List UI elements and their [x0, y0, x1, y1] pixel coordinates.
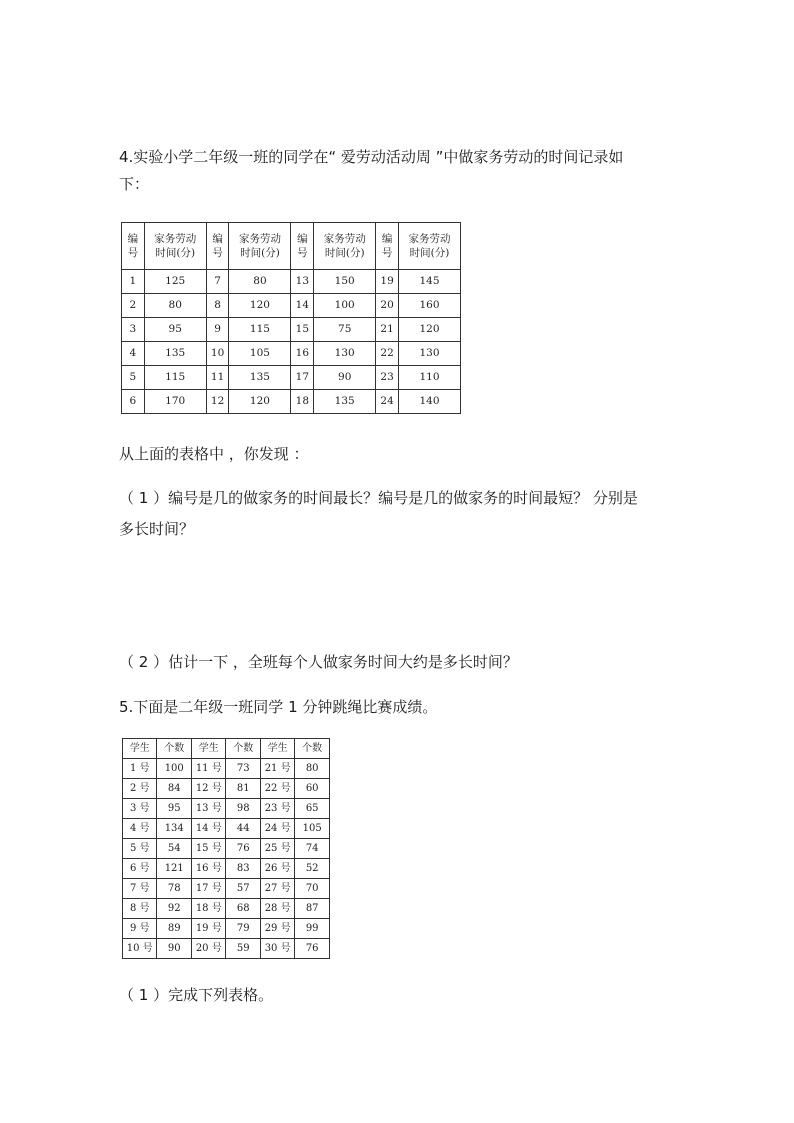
table-cell: 110 — [398, 366, 460, 390]
table-cell: 9 — [206, 318, 229, 342]
table-cell: 3 — [122, 318, 145, 342]
table-row — [123, 839, 330, 859]
table-cell: 80 — [144, 294, 206, 318]
table-cell: 12 号 — [192, 779, 226, 799]
q4-text-line1: 4.实验小学二年级一班的同学在“ 爱劳动活动周 ”中做家务劳动的时间记录如 — [119, 148, 624, 166]
q5-text-line1: 5.下面是二年级一班同学 1 分钟跳绳比赛成绩。 — [119, 698, 438, 716]
table-row — [123, 879, 330, 899]
header-cell: 个数 — [295, 739, 330, 759]
table-cell: 6 — [122, 390, 145, 414]
table-row — [122, 270, 461, 294]
header-cell: 家务劳动 时间(分) — [398, 223, 460, 270]
table-cell: 135 — [314, 390, 376, 414]
header-cell: 家务劳动 时间(分) — [229, 223, 291, 270]
table-cell: 87 — [295, 899, 330, 919]
table-cell: 105 — [229, 342, 291, 366]
header-cell: 个数 — [157, 739, 192, 759]
table-cell: 125 — [144, 270, 206, 294]
table-cell: 84 — [157, 779, 192, 799]
table-cell: 19 号 — [192, 919, 226, 939]
table-row — [123, 919, 330, 939]
table-cell: 75 — [314, 318, 376, 342]
table-cell: 134 — [157, 819, 192, 839]
table-cell: 70 — [295, 879, 330, 899]
table-cell: 14 — [291, 294, 314, 318]
table-cell: 16 号 — [192, 859, 226, 879]
jump-rope-table — [122, 738, 330, 959]
table-cell: 11 — [206, 366, 229, 390]
table-cell: 23 — [376, 366, 399, 390]
table-cell: 15 — [291, 318, 314, 342]
q5-sub1: （ 1 ）完成下列表格。 — [119, 986, 274, 1004]
table-cell: 10 号 — [123, 939, 157, 959]
table-row — [122, 390, 461, 414]
table-cell: 15 号 — [192, 839, 226, 859]
table-cell: 160 — [398, 294, 460, 318]
table-cell: 90 — [157, 939, 192, 959]
table-cell: 120 — [229, 390, 291, 414]
table-cell: 19 — [376, 270, 399, 294]
table-row — [122, 366, 461, 390]
q4-sub1-line1: （ 1 ）编号是几的做家务的时间最长？编号是几的做家务的时间最短？ 分别是 — [119, 489, 638, 507]
table-cell: 140 — [398, 390, 460, 414]
table-row — [123, 859, 330, 879]
table-cell: 90 — [314, 366, 376, 390]
table-cell: 89 — [157, 919, 192, 939]
header-cell: 个数 — [226, 739, 260, 759]
table-row — [123, 899, 330, 919]
table-cell: 120 — [398, 318, 460, 342]
q4-text-line2: 下： — [119, 175, 150, 193]
table-cell: 27 号 — [260, 879, 294, 899]
table-cell: 25 号 — [260, 839, 294, 859]
table-cell: 135 — [229, 366, 291, 390]
header-cell: 学生 — [260, 739, 294, 759]
table-cell: 2 号 — [123, 779, 157, 799]
table-cell: 145 — [398, 270, 460, 294]
table-cell: 24 号 — [260, 819, 294, 839]
header-cell: 编 号 — [291, 223, 314, 270]
table-cell: 80 — [295, 759, 330, 779]
table-cell: 20 — [376, 294, 399, 318]
header-cell: 编 号 — [206, 223, 229, 270]
table-cell: 57 — [226, 879, 260, 899]
table-cell: 99 — [295, 919, 330, 939]
table-cell: 121 — [157, 859, 192, 879]
header-cell: 编 号 — [376, 223, 399, 270]
header-cell: 学生 — [123, 739, 157, 759]
table-cell: 13 — [291, 270, 314, 294]
table-cell: 95 — [157, 799, 192, 819]
table-cell: 68 — [226, 899, 260, 919]
table-cell: 52 — [295, 859, 330, 879]
table-cell: 7 号 — [123, 879, 157, 899]
table-cell: 76 — [226, 839, 260, 859]
table-cell: 22 号 — [260, 779, 294, 799]
table-cell: 30 号 — [260, 939, 294, 959]
table-row — [122, 294, 461, 318]
table-cell: 135 — [144, 342, 206, 366]
table-cell: 14 号 — [192, 819, 226, 839]
q4-sub2: （ 2 ）估计一下 ，全班每个人做家务时间大约是多长时间？ — [119, 653, 518, 671]
table-cell: 80 — [229, 270, 291, 294]
table-cell: 150 — [314, 270, 376, 294]
table-cell: 44 — [226, 819, 260, 839]
header-cell: 家务劳动 时间(分) — [144, 223, 206, 270]
table-cell: 5 号 — [123, 839, 157, 859]
table-cell: 73 — [226, 759, 260, 779]
table-cell: 21 — [376, 318, 399, 342]
table-cell: 120 — [229, 294, 291, 318]
table-cell: 6 号 — [123, 859, 157, 879]
table-cell: 18 号 — [192, 899, 226, 919]
table-cell: 5 — [122, 366, 145, 390]
table-cell: 3 号 — [123, 799, 157, 819]
table-row — [123, 799, 330, 819]
header-cell: 编 号 — [122, 223, 145, 270]
table-cell: 23 号 — [260, 799, 294, 819]
table-cell: 7 — [206, 270, 229, 294]
table-cell: 74 — [295, 839, 330, 859]
table-cell: 130 — [314, 342, 376, 366]
table-cell: 1 号 — [123, 759, 157, 779]
table-cell: 8 号 — [123, 899, 157, 919]
table-cell: 92 — [157, 899, 192, 919]
table-row — [123, 939, 330, 959]
table-cell: 115 — [144, 366, 206, 390]
table-cell: 11 号 — [192, 759, 226, 779]
header-cell: 家务劳动 时间(分) — [314, 223, 376, 270]
table-cell: 20 号 — [192, 939, 226, 959]
table-cell: 54 — [157, 839, 192, 859]
table-row — [123, 779, 330, 799]
table-cell: 115 — [229, 318, 291, 342]
table-cell: 81 — [226, 779, 260, 799]
table-cell: 105 — [295, 819, 330, 839]
housework-time-table — [121, 222, 461, 414]
table-cell: 4 号 — [123, 819, 157, 839]
table-cell: 12 — [206, 390, 229, 414]
table-cell: 17 — [291, 366, 314, 390]
table-cell: 21 号 — [260, 759, 294, 779]
table-cell: 78 — [157, 879, 192, 899]
table-cell: 2 — [122, 294, 145, 318]
table-cell: 130 — [398, 342, 460, 366]
table-cell: 170 — [144, 390, 206, 414]
table-row — [122, 342, 461, 366]
table-cell: 17 号 — [192, 879, 226, 899]
table-cell: 95 — [144, 318, 206, 342]
q4-prompt: 从上面的表格中 ，你发现 ： — [119, 445, 309, 463]
table-cell: 4 — [122, 342, 145, 366]
table-row — [123, 759, 330, 779]
table-row — [122, 318, 461, 342]
table-cell: 98 — [226, 799, 260, 819]
header-cell: 学生 — [192, 739, 226, 759]
table-header-row — [123, 739, 330, 759]
table-cell: 18 — [291, 390, 314, 414]
table-header-row — [122, 223, 461, 270]
table-cell: 9 号 — [123, 919, 157, 939]
table-cell: 29 号 — [260, 919, 294, 939]
table-cell: 8 — [206, 294, 229, 318]
table-cell: 76 — [295, 939, 330, 959]
table-cell: 79 — [226, 919, 260, 939]
table-cell: 24 — [376, 390, 399, 414]
table-cell: 65 — [295, 799, 330, 819]
table-cell: 100 — [314, 294, 376, 318]
table-cell: 28 号 — [260, 899, 294, 919]
table-cell: 100 — [157, 759, 192, 779]
table-cell: 83 — [226, 859, 260, 879]
table-cell: 10 — [206, 342, 229, 366]
q4-sub1-line2: 多长时间？ — [119, 520, 195, 538]
table-row — [123, 819, 330, 839]
table-cell: 1 — [122, 270, 145, 294]
table-cell: 59 — [226, 939, 260, 959]
table-cell: 22 — [376, 342, 399, 366]
table-cell: 26 号 — [260, 859, 294, 879]
table-cell: 13 号 — [192, 799, 226, 819]
table-cell: 16 — [291, 342, 314, 366]
table-cell: 60 — [295, 779, 330, 799]
